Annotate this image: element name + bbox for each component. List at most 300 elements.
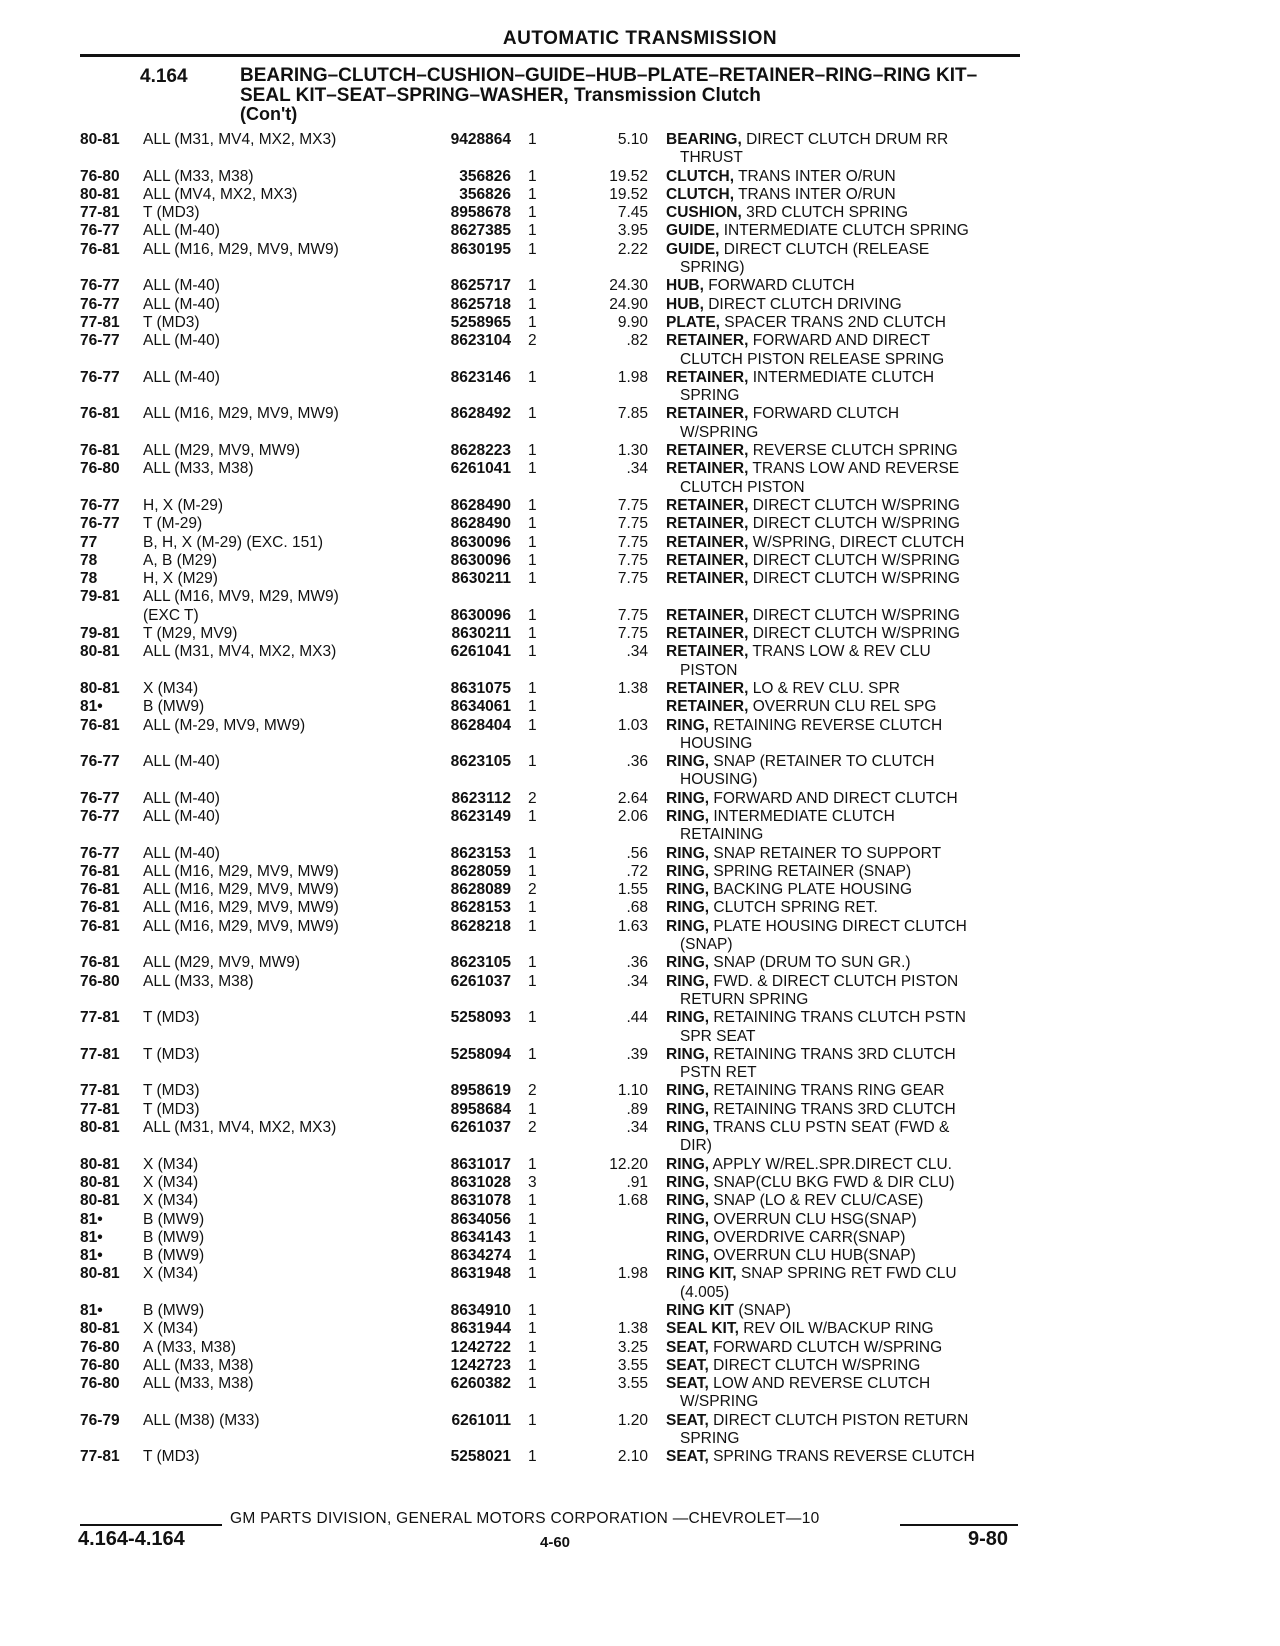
table-row <box>0 1265 1280 1302</box>
part-description <box>666 753 1022 790</box>
quantity: 1 <box>528 368 537 386</box>
application: ALL (M31, MV4, MX2, MX3) <box>143 643 337 661</box>
quantity: 1 <box>528 405 537 423</box>
part-detail: SNAP(CLU BKG FWD & DIR CLU) <box>713 1173 955 1191</box>
part-description <box>666 552 1022 570</box>
part-number: 8630211 <box>451 625 511 643</box>
application: ALL (M38) (M33) <box>143 1411 260 1429</box>
part-number: 8958678 <box>450 204 511 222</box>
application: ALL (M-40) <box>143 789 220 807</box>
part-detail: RETAINING TRANS CLUTCH PSTN <box>713 1009 966 1027</box>
part-name: SEAT, <box>666 1448 709 1466</box>
application: ALL (M31, MV4, MX2, MX3) <box>143 131 337 148</box>
table-row <box>0 314 1280 332</box>
table-row <box>0 1448 1280 1466</box>
part-detail-continued: RETAINING <box>680 826 764 844</box>
price: .34 <box>626 460 648 478</box>
quantity: 1 <box>528 185 537 203</box>
application: ALL (M33, M38) <box>143 972 254 990</box>
footer-page-number: 4-60 <box>540 1534 571 1551</box>
price: 1.63 <box>617 917 648 935</box>
part-number: 6261037 <box>450 972 511 990</box>
part-detail: SNAP RETAINER TO SUPPORT <box>713 844 942 862</box>
part-description <box>666 588 1022 606</box>
table-row <box>0 1174 1280 1192</box>
table-row <box>0 460 1280 497</box>
part-detail: DIRECT CLUTCH W/SPRING <box>752 570 960 588</box>
part-description <box>666 296 1022 314</box>
quantity: 1 <box>528 496 537 514</box>
part-description <box>666 222 1022 240</box>
price: 7.75 <box>617 625 648 643</box>
part-description <box>666 442 1022 460</box>
part-description <box>666 1192 1022 1210</box>
application: A (M33, M38) <box>143 1338 237 1356</box>
quantity: 2 <box>528 332 537 350</box>
part-detail: APPLY W/REL.SPR.DIRECT CLU. <box>712 1155 952 1173</box>
part-description <box>666 277 1022 295</box>
part-number: 8623149 <box>450 807 511 825</box>
part-number: 6261041 <box>450 643 511 661</box>
part-number: 8631944 <box>450 1320 511 1338</box>
price: .39 <box>626 1045 648 1063</box>
table-row <box>0 1339 1280 1357</box>
quantity: 1 <box>528 1265 537 1283</box>
model-year: 77-81 <box>80 1045 120 1063</box>
price: 3.25 <box>617 1338 648 1356</box>
table-row <box>0 1229 1280 1247</box>
part-name: BEARING, <box>666 131 742 148</box>
quantity: 1 <box>528 222 537 240</box>
quantity: 1 <box>528 807 537 825</box>
price: .89 <box>626 1100 648 1118</box>
model-year: 77-81 <box>80 1448 120 1466</box>
table-row <box>0 515 1280 533</box>
model-year: 81• <box>80 1210 103 1228</box>
part-number: 8631017 <box>450 1155 511 1173</box>
part-description <box>666 241 1022 278</box>
part-number: 9428864 <box>450 131 511 148</box>
part-detail: W/SPRING, DIRECT CLUTCH <box>752 533 965 551</box>
part-number: 8634910 <box>450 1302 511 1319</box>
part-name: RETAINER, <box>666 405 749 423</box>
part-name: RETAINER, <box>666 570 749 588</box>
price: 7.75 <box>617 570 648 588</box>
part-description <box>666 1320 1022 1338</box>
application: ALL (M-29, MV9, MW9) <box>143 716 306 734</box>
part-number: 8958684 <box>450 1100 511 1118</box>
application: ALL (M29, MV9, MW9) <box>143 442 301 460</box>
part-name: RING, <box>666 881 710 899</box>
application: ALL (M-40) <box>143 844 220 862</box>
application: H, X (M29) <box>143 570 218 588</box>
part-detail: DIRECT CLUTCH (RELEASE <box>723 240 930 258</box>
part-description <box>666 954 1022 972</box>
application: ALL (M33, M38) <box>143 1375 254 1393</box>
quantity: 1 <box>528 533 537 551</box>
part-detail: FORWARD CLUTCH <box>708 277 855 295</box>
application: B (MW9) <box>143 1210 205 1228</box>
part-description <box>666 1119 1022 1156</box>
part-detail-continued: CLUTCH PISTON RELEASE SPRING <box>680 350 945 368</box>
table-row <box>0 790 1280 808</box>
part-name: RING KIT <box>666 1302 735 1319</box>
part-number: 8628492 <box>450 405 511 423</box>
table-row <box>0 186 1280 204</box>
parts-table <box>0 131 1280 1467</box>
model-year: 79-81 <box>80 625 120 643</box>
part-name: RETAINER, <box>666 698 749 716</box>
part-name: HUB, <box>666 295 704 313</box>
part-name: RETAINER, <box>666 643 749 661</box>
part-name: RING, <box>666 1210 710 1228</box>
part-detail-continued: HOUSING <box>680 734 753 752</box>
application: T (MD3) <box>143 1448 200 1466</box>
quantity: 1 <box>528 1009 537 1027</box>
model-year: 80-81 <box>80 185 120 203</box>
quantity: 2 <box>528 881 537 899</box>
price: 2.10 <box>617 1448 648 1466</box>
part-number: 8631078 <box>450 1192 511 1210</box>
quantity: 1 <box>528 753 537 771</box>
part-description <box>666 607 1022 625</box>
part-description <box>666 186 1022 204</box>
price: 19.52 <box>609 185 648 203</box>
part-name: RING, <box>666 716 710 734</box>
part-name: SEAL KIT, <box>666 1320 739 1338</box>
quantity: 1 <box>528 295 537 313</box>
part-name: RETAINER, <box>666 515 749 533</box>
part-detail: DIRECT CLUTCH PISTON RETURN <box>713 1411 969 1429</box>
part-detail-continued: SPRING) <box>680 259 745 277</box>
part-detail: SNAP (RETAINER TO CLUTCH <box>713 753 935 771</box>
application: ALL (MV4, MX2, MX3) <box>143 185 298 203</box>
part-description <box>666 1046 1022 1083</box>
price: 1.10 <box>617 1082 648 1100</box>
part-description <box>666 1174 1022 1192</box>
table-row <box>0 845 1280 863</box>
application: ALL (M33, M38) <box>143 1356 254 1374</box>
price: 2.64 <box>617 789 648 807</box>
application: ALL (M16, M29, MV9, MW9) <box>143 405 339 423</box>
table-row <box>0 808 1280 845</box>
application: ALL (M-40) <box>143 368 220 386</box>
model-year: 76-77 <box>80 277 120 295</box>
model-year: 76-81 <box>80 716 120 734</box>
price: 1.55 <box>617 881 648 899</box>
part-number: 8634143 <box>450 1228 511 1246</box>
part-detail: SNAP (DRUM TO SUN GR.) <box>713 954 911 972</box>
part-number: 8623105 <box>450 753 511 771</box>
part-description <box>666 314 1022 332</box>
part-name: CUSHION, <box>666 204 742 222</box>
part-number: 8628153 <box>450 899 511 917</box>
quantity: 1 <box>528 625 537 643</box>
part-name: RETAINER, <box>666 442 749 460</box>
part-name: RING, <box>666 1045 710 1063</box>
part-number: 8628490 <box>450 496 511 514</box>
model-year: 80-81 <box>80 1155 120 1173</box>
part-name: RETAINER, <box>666 679 749 697</box>
application: X (M34) <box>143 1265 199 1283</box>
table-row <box>0 918 1280 955</box>
part-detail: SPACER TRANS 2ND CLUTCH <box>724 313 946 331</box>
quantity: 1 <box>528 606 537 624</box>
part-name: RETAINER, <box>666 625 749 643</box>
model-year: 80-81 <box>80 1265 120 1283</box>
table-row <box>0 204 1280 222</box>
model-year: 76-81 <box>80 862 120 880</box>
price: 1.38 <box>617 1320 648 1338</box>
table-row <box>0 405 1280 442</box>
part-detail: DIRECT CLUTCH DRIVING <box>708 295 902 313</box>
application: T (MD3) <box>143 204 200 222</box>
part-detail: FORWARD AND DIRECT CLUTCH <box>713 789 958 807</box>
application: B (MW9) <box>143 1302 205 1319</box>
part-detail: DIRECT CLUTCH DRUM RR <box>746 131 949 148</box>
price: .56 <box>626 844 648 862</box>
footer-rule-left <box>80 1524 222 1526</box>
part-name: RING, <box>666 1155 710 1173</box>
table-row <box>0 332 1280 369</box>
application: ALL (M16, MV9, M29, MW9) <box>143 588 339 606</box>
part-description <box>666 973 1022 1010</box>
model-year: 76-80 <box>80 1338 120 1356</box>
price: 1.38 <box>617 679 648 697</box>
part-description <box>666 625 1022 643</box>
part-description <box>666 1211 1022 1229</box>
part-number: 8625718 <box>450 295 511 313</box>
application: B (MW9) <box>143 698 205 716</box>
application: B (MW9) <box>143 1228 205 1246</box>
quantity: 1 <box>528 954 537 972</box>
table-row <box>0 442 1280 460</box>
quantity: 1 <box>528 1448 537 1466</box>
price: 7.85 <box>617 405 648 423</box>
price: 1.98 <box>617 368 648 386</box>
part-description <box>666 1009 1022 1046</box>
part-description <box>666 808 1022 845</box>
application: ALL (M-40) <box>143 807 220 825</box>
part-detail: RETAINING TRANS 3RD CLUTCH <box>713 1100 956 1118</box>
quantity: 1 <box>528 1338 537 1356</box>
part-name: RETAINER, <box>666 606 749 624</box>
part-name: RING, <box>666 972 710 990</box>
part-name: RING, <box>666 1082 710 1100</box>
table-row <box>0 588 1280 606</box>
table-row <box>0 1211 1280 1229</box>
part-name: RETAINER, <box>666 368 749 386</box>
quantity: 1 <box>528 917 537 935</box>
part-name: CLUTCH, <box>666 167 735 185</box>
quantity: 1 <box>528 1356 537 1374</box>
part-name: RING, <box>666 844 710 862</box>
table-row <box>0 625 1280 643</box>
part-detail: REVERSE CLUTCH SPRING <box>752 442 958 460</box>
table-row <box>0 222 1280 240</box>
model-year: 76-81 <box>80 899 120 917</box>
price: 1.98 <box>617 1265 648 1283</box>
quantity: 1 <box>528 240 537 258</box>
model-year: 79-81 <box>80 588 120 606</box>
part-number: 5258094 <box>450 1045 511 1063</box>
quantity: 1 <box>528 1100 537 1118</box>
model-year: 80-81 <box>80 679 120 697</box>
part-number: 8631075 <box>450 679 511 697</box>
application: T (MD3) <box>143 1009 200 1027</box>
part-detail: INTERMEDIATE CLUTCH <box>752 368 935 386</box>
part-detail: DIRECT CLUTCH W/SPRING <box>752 625 960 643</box>
part-number: 8625717 <box>450 277 511 295</box>
model-year: 77-81 <box>80 1082 120 1100</box>
part-number: 8623153 <box>450 844 511 862</box>
table-row <box>0 698 1280 716</box>
quantity: 1 <box>528 679 537 697</box>
price: 19.52 <box>609 167 648 185</box>
part-description <box>666 899 1022 917</box>
application: T (M-29) <box>143 515 203 533</box>
part-detail: DIRECT CLUTCH W/SPRING <box>752 606 960 624</box>
model-year: 76-81 <box>80 917 120 935</box>
part-number: 8628404 <box>450 716 511 734</box>
part-name: RETAINER, <box>666 496 749 514</box>
part-detail: RETAINING TRANS 3RD CLUTCH <box>713 1045 956 1063</box>
part-detail: INTERMEDIATE CLUTCH SPRING <box>723 222 969 240</box>
part-number: 8634274 <box>450 1247 511 1265</box>
price: 7.75 <box>617 496 648 514</box>
table-row <box>0 1101 1280 1119</box>
part-name: RING, <box>666 1100 710 1118</box>
application: ALL (M16, M29, MV9, MW9) <box>143 881 339 899</box>
model-year: 76-77 <box>80 332 120 350</box>
application: X (M34) <box>143 1320 199 1338</box>
model-year: 80-81 <box>80 1173 120 1191</box>
quantity: 1 <box>528 277 537 295</box>
price: .68 <box>626 899 648 917</box>
section-continued: (Con't) <box>240 104 298 124</box>
part-detail: PLATE HOUSING DIRECT CLUTCH <box>713 917 967 935</box>
part-description <box>666 534 1022 552</box>
table-row <box>0 1375 1280 1412</box>
price: 24.30 <box>609 277 648 295</box>
application: X (M34) <box>143 1155 199 1173</box>
model-year: 76-81 <box>80 954 120 972</box>
running-head: AUTOMATIC TRANSMISSION <box>502 28 778 49</box>
application: H, X (M-29) <box>143 496 224 514</box>
part-number: 5258965 <box>450 313 511 331</box>
model-year: 80-81 <box>80 643 120 661</box>
price: 2.06 <box>617 807 648 825</box>
footer-publisher: GM PARTS DIVISION, GENERAL MOTORS CORPORATION —CHEVROLET—10 <box>230 1510 820 1527</box>
application: T (MD3) <box>143 313 200 331</box>
part-name: SEAT, <box>666 1375 709 1393</box>
part-number: 8623112 <box>451 789 511 807</box>
model-year: 76-81 <box>80 405 120 423</box>
model-year: 76-77 <box>80 515 120 533</box>
part-name: HUB, <box>666 277 704 295</box>
quantity: 1 <box>528 844 537 862</box>
table-row <box>0 277 1280 295</box>
part-name: GUIDE, <box>666 240 720 258</box>
part-description <box>666 1302 1022 1320</box>
price: 12.20 <box>609 1155 648 1173</box>
part-detail-continued: (SNAP) <box>680 936 733 954</box>
part-number: 6261011 <box>451 1411 511 1429</box>
part-name: RING, <box>666 753 710 771</box>
table-row <box>0 1009 1280 1046</box>
application: ALL (M33, M38) <box>143 167 254 185</box>
model-year: 76-81 <box>80 442 120 460</box>
part-description <box>666 515 1022 533</box>
header-rule <box>80 54 1020 57</box>
model-year: 76-80 <box>80 460 120 478</box>
price: 7.75 <box>617 606 648 624</box>
application: T (MD3) <box>143 1082 200 1100</box>
part-name: RETAINER, <box>666 533 749 551</box>
part-detail: RETAINING TRANS RING GEAR <box>713 1082 945 1100</box>
part-detail: 3RD CLUTCH SPRING <box>746 204 909 222</box>
price: 1.03 <box>617 716 648 734</box>
part-detail: OVERDRIVE CARR(SNAP) <box>713 1228 906 1246</box>
part-number: 356826 <box>459 167 511 185</box>
quantity: 1 <box>528 972 537 990</box>
table-row <box>0 1119 1280 1156</box>
part-description <box>666 1357 1022 1375</box>
model-year: 78 <box>80 551 98 569</box>
part-number: 8630211 <box>451 570 511 588</box>
model-year: 80-81 <box>80 131 120 148</box>
part-description <box>666 1247 1022 1265</box>
part-detail: DIRECT CLUTCH W/SPRING <box>752 496 960 514</box>
price: 7.75 <box>617 533 648 551</box>
quantity: 2 <box>528 1119 537 1137</box>
part-name: RING, <box>666 789 710 807</box>
part-name: RING, <box>666 1173 710 1191</box>
quantity: 1 <box>528 1210 537 1228</box>
table-row <box>0 680 1280 698</box>
part-name: SEAT, <box>666 1338 709 1356</box>
part-number: 1242723 <box>450 1356 511 1374</box>
part-number: 8628223 <box>450 442 511 460</box>
model-year: 81• <box>80 698 103 716</box>
table-row <box>0 168 1280 186</box>
part-detail: SPRING TRANS REVERSE CLUTCH <box>713 1448 975 1466</box>
application: (EXC T) <box>143 606 199 624</box>
price: .44 <box>626 1009 648 1027</box>
quantity: 1 <box>528 1302 537 1319</box>
price: 1.30 <box>617 442 648 460</box>
part-detail-continued: SPRING <box>680 387 740 405</box>
quantity: 1 <box>528 1320 537 1338</box>
quantity: 1 <box>528 1192 537 1210</box>
model-year: 78 <box>80 570 98 588</box>
part-number: 356826 <box>459 185 511 203</box>
application: ALL (M16, M29, MV9, MW9) <box>143 240 339 258</box>
model-year: 76-77 <box>80 807 120 825</box>
table-row <box>0 1156 1280 1174</box>
part-name: RETAINER, <box>666 332 749 350</box>
quantity: 1 <box>528 862 537 880</box>
price: 7.75 <box>617 551 648 569</box>
part-detail: FORWARD CLUTCH <box>752 405 900 423</box>
table-row <box>0 369 1280 406</box>
price: .34 <box>626 1119 648 1137</box>
part-detail: OVERRUN CLU HSG(SNAP) <box>713 1210 917 1228</box>
part-description <box>666 497 1022 515</box>
part-number: 6260382 <box>450 1375 511 1393</box>
price: .72 <box>626 862 648 880</box>
part-detail: BACKING PLATE HOUSING <box>713 881 913 899</box>
